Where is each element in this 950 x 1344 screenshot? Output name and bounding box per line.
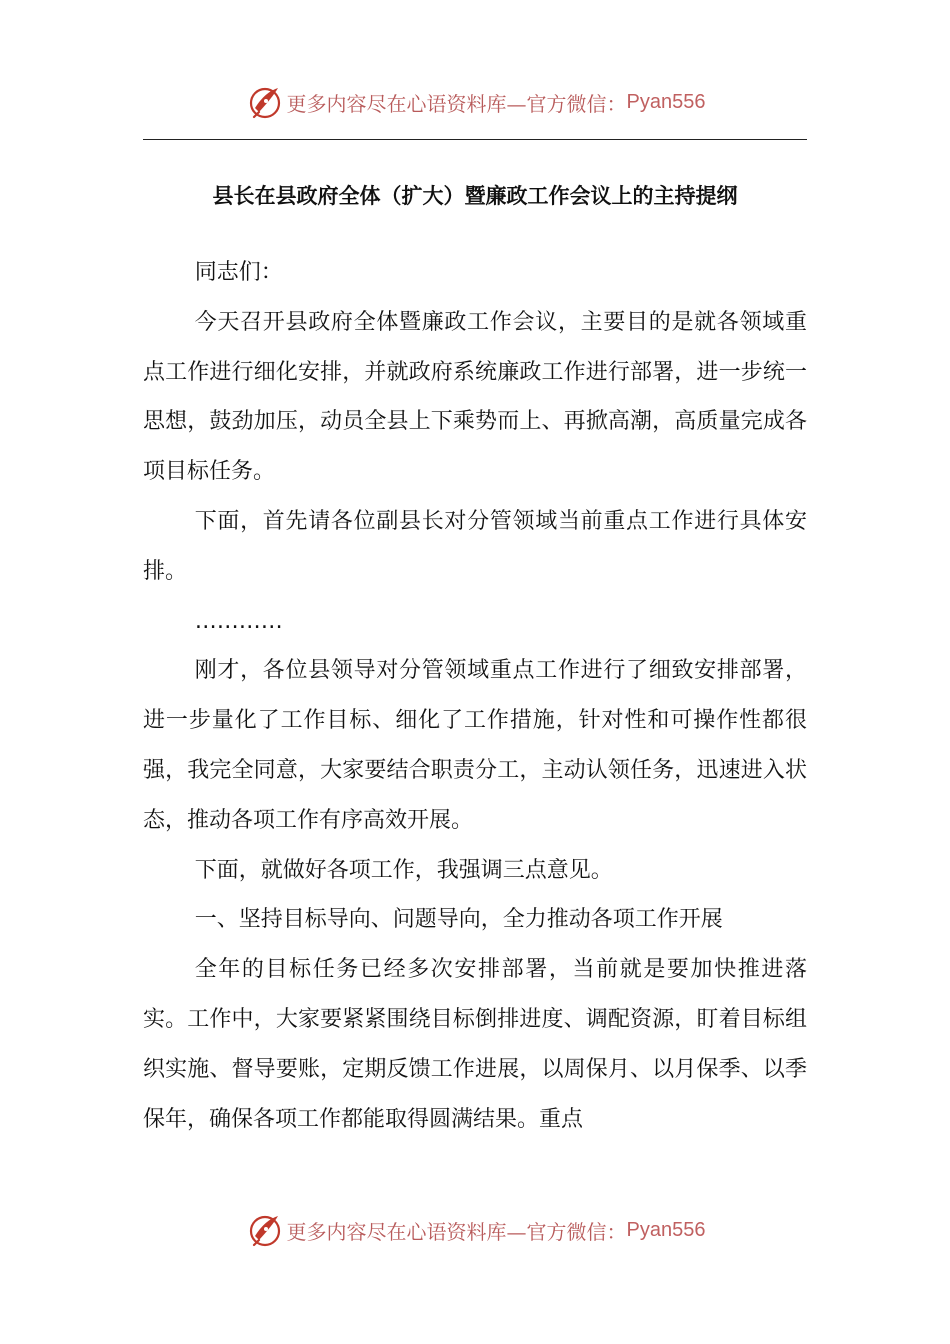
paragraph-summary: 刚才，各位县领导对分管领域重点工作进行了细致安排部署，进一步量化了工作目标、细化了工作措施，针对性和可操作性都很强，我完全同意，大家要结合职责分工，主动认领任务，迅速进入状态，推动各项工作有序高效开展。 [143, 658, 807, 833]
header-divider [143, 139, 807, 140]
paragraph-opening: 今天召开县政府全体暨廉政工作会议，主要目的是就各领域重点工作进行细化安排，并就政府系统廉政工作进行部署，进一步统一思想，鼓劲加压，动员全县上下乘势而上、再掀高潮，高质量完成各项目标任务。 [143, 309, 807, 485]
paragraph-salutation: 同志们： [194, 260, 283, 285]
footer-banner [0, 1208, 950, 1252]
header-banner [0, 80, 950, 124]
banner-wechat-id: Pyan556 [626, 90, 706, 113]
paragraph-first-request: 下面，首先请各位副县长对分管领域当前重点工作进行具体安排。 [143, 508, 807, 584]
paragraph-ellipsis: ………… [194, 608, 283, 634]
section-heading-1: 一、坚持目标导向、问题导向，全力推动各项工作开展 [194, 907, 723, 933]
pen-nib-logo-icon [245, 1210, 285, 1250]
pen-nib-logo-icon [245, 82, 285, 122]
document-body [143, 248, 807, 1144]
banner-wechat-id: Pyan556 [626, 1218, 706, 1241]
banner-text: 更多内容尽在心语资料库—官方微信： [286, 1219, 627, 1244]
paragraph-section-1: 全年的目标任务已经多次安排部署，当前就是要加快推进落实。工作中，大家要紧紧围绕目标倒排进度、调配资源，盯着目标组织实施、督导要账，定期反馈工作进展，以周保月、以月保季、以季保年，确保各项工作都能取得圆满结果。重点 [143, 957, 807, 1132]
document-title: 县长在县政府全体（扩大）暨廉政工作会议上的主持提纲 [212, 184, 738, 208]
banner-text: 更多内容尽在心语资料库—官方微信： [286, 91, 627, 116]
paragraph-transition: 下面，就做好各项工作，我强调三点意见。 [194, 857, 613, 883]
